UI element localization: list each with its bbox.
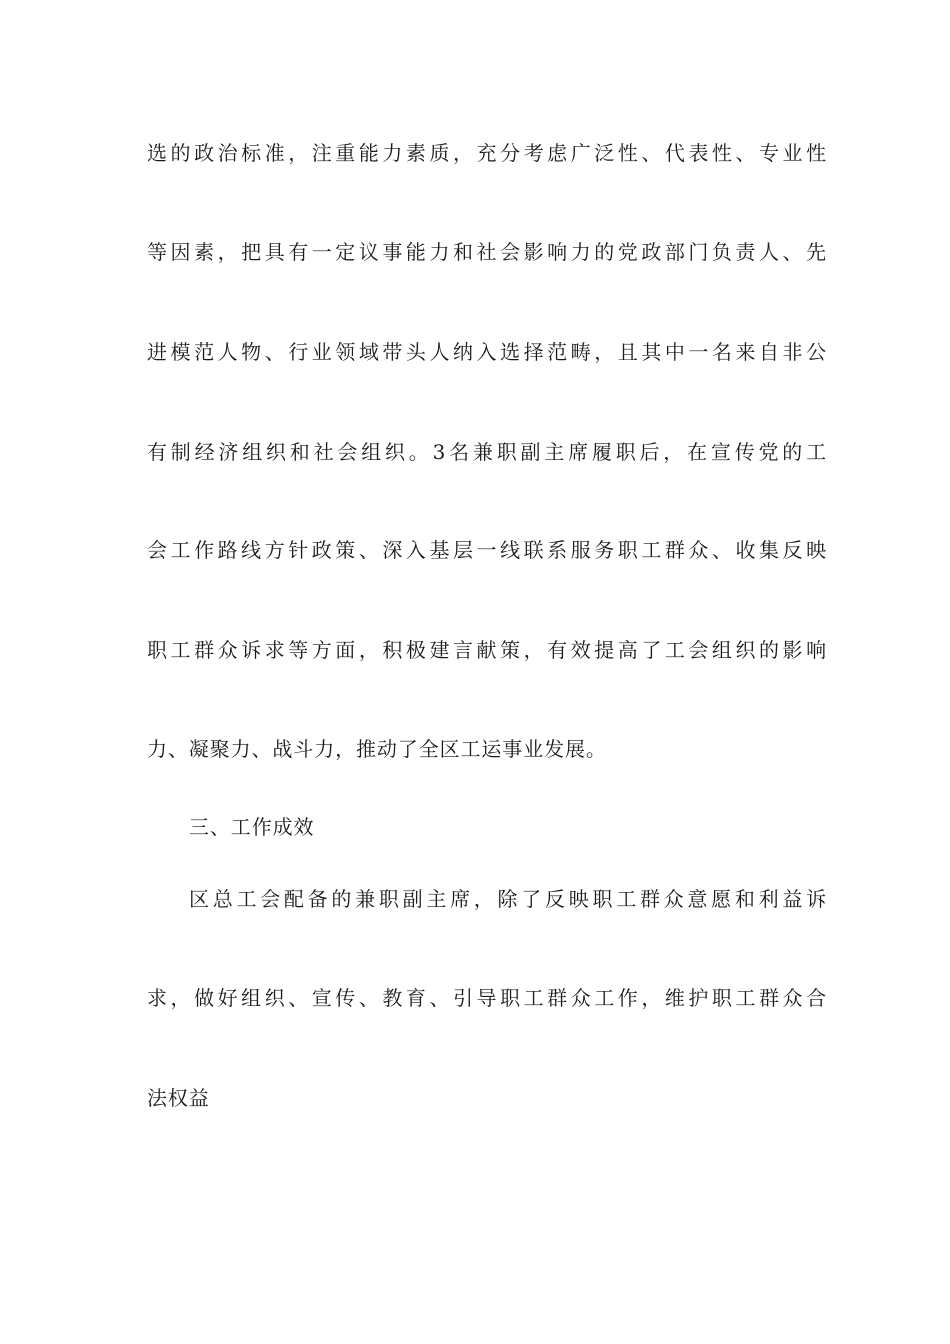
paragraph-line-7: 力、凝聚力、战斗力，推动了全区工运事业发展。: [147, 737, 607, 761]
paragraph-line-1: 选的政治标准，注重能力素质，充分考虑广泛性、代表性、专业性: [147, 141, 827, 165]
paragraph-line-6: 职工群众诉求等方面，积极建言献策，有效提高了工会组织的影响: [147, 638, 827, 662]
paragraph-line-2: 等因素，把具有一定议事能力和社会影响力的党政部门负责人、先: [147, 240, 827, 264]
paragraph-line-3: 进模范人物、行业领域带头人纳入选择范畴，且其中一名来自非公: [147, 340, 827, 364]
section-heading: 三、工作成效: [189, 815, 315, 839]
paragraph2-line-3: 法权益: [147, 1086, 210, 1110]
paragraph2-line-1: 区总工会配备的兼职副主席，除了反映职工群众意愿和利益诉: [189, 887, 827, 911]
paragraph-line-4: 有制经济组织和社会组织。3名兼职副主席履职后，在宣传党的工: [147, 440, 827, 464]
paragraph2-line-2: 求，做好组织、宣传、教育、引导职工群众工作，维护职工群众合: [147, 986, 827, 1010]
paragraph-line-5: 会工作路线方针政策、深入基层一线联系服务职工群众、收集反映: [147, 538, 827, 562]
